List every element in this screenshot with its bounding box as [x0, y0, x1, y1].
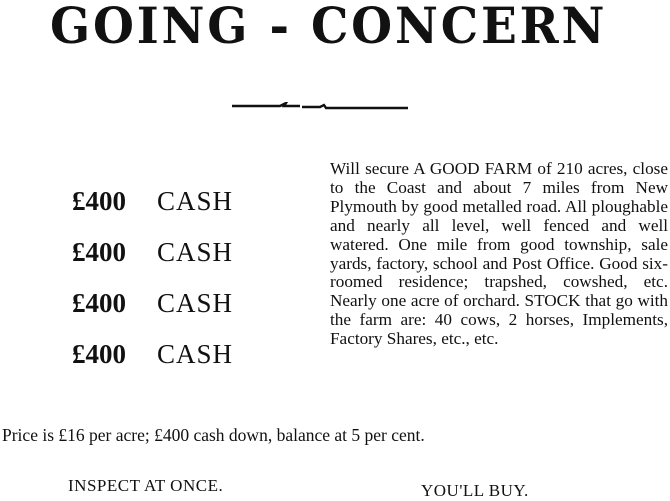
cash-offer-row	[72, 339, 233, 390]
cash-amount: £400	[72, 237, 126, 267]
cash-label: CASH	[157, 288, 234, 318]
cash-offer-row	[72, 237, 233, 288]
cash-label: CASH	[157, 237, 234, 267]
cash-offer-row	[72, 288, 233, 339]
price-line: Price is £16 per acre; £400 cash down, balance at 5 per cent.	[2, 425, 425, 445]
cash-offer-row	[72, 186, 233, 237]
farm-description: Will secure A GOOD FARM of 210 acres, close to the Coast and about 7 miles from New Plymouth by good metalled road. All ploughable and nearly all level, well fenced and well watered. One mile from good township, sale yards, factory, school and Post Office. Good six-roomed residence; trapshed, cowshed, etc. Nearly one acre of orchard. STOCK that go with the farm are: 40 cows, 2 horses, Implements, Factory Shares, etc., etc.	[330, 159, 668, 349]
cash-amount: £400	[72, 186, 126, 216]
cash-amount: £400	[72, 339, 126, 369]
cash-label: CASH	[157, 186, 234, 216]
cash-offer-list	[72, 186, 233, 390]
cash-amount: £400	[72, 288, 126, 318]
decorative-rule	[230, 102, 408, 112]
cash-label: CASH	[157, 339, 234, 369]
buy-note: YOU'LL BUY.	[421, 481, 529, 500]
inspect-note: INSPECT AT ONCE.	[68, 476, 224, 495]
advert-headline: GOING - CONCERN	[50, 0, 608, 55]
